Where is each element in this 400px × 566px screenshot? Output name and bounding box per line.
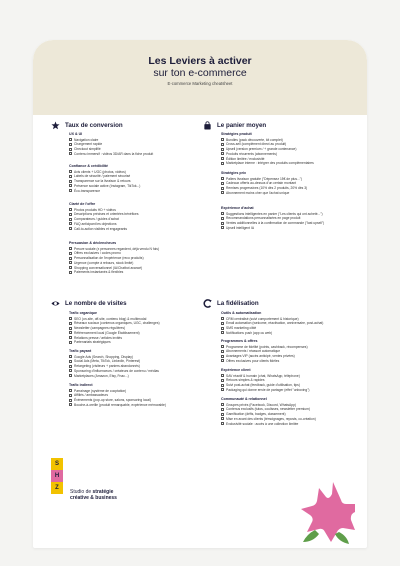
checklist-item-text: SEO (on-site, off-site, contenu blog) & multimodal (74, 316, 147, 321)
group-title: Stratégies produit (221, 132, 252, 136)
checklist-item-text: Remises progressives (10% dès 2 produits, 20% dès 3) (226, 186, 308, 191)
checkbox[interactable] (221, 322, 224, 325)
checklist-item-text: Retours simples & rapides (226, 378, 265, 383)
group-title: Confiance & crédibilité (69, 164, 108, 168)
checkbox[interactable] (221, 355, 224, 358)
checklist-item-text: Preuve sociale (x personnes regardent, déjà vendu N fois) (74, 246, 160, 251)
cheatsheet-page (33, 40, 367, 548)
group-loyalty-2 (221, 368, 309, 392)
subtitle: E-commerce Marketing cheatsheet (167, 81, 233, 86)
checklist-item-text: Événements (pop-up store, salons, sponsoring local) (74, 398, 151, 403)
checklist-item-text: Produits récurrents (abonnements) (226, 151, 277, 156)
checkbox[interactable] (221, 403, 224, 406)
checklist-item (221, 344, 308, 349)
checklist-item-text: Cadeaux offerts au-dessus d'un certain montant (226, 181, 297, 186)
checklist-item-text: Marketplaces (Amazon, Etsy, Fnac...) (74, 373, 129, 378)
checklist-item-text: Contenus exclusifs (tutos, coulisses, newsletter premium) (226, 407, 310, 412)
tagline-line2: créative & business (70, 495, 117, 501)
checkbox[interactable] (221, 422, 224, 425)
checklist-item-text: Contenu immersif : vidéos 3D/AR dans la fiche produit (74, 151, 154, 156)
checkbox[interactable] (221, 327, 224, 330)
studio-logo (51, 458, 63, 506)
checklist-item-text: Retargeting (visiteurs + paniers abandonnés) (74, 364, 140, 369)
checkbox[interactable] (221, 388, 224, 391)
checklist-item (221, 321, 323, 326)
checklist-item-text: Packaging qui donne envie de partager (effet "unboxing") (226, 387, 310, 392)
checklist-item-text: Cross-sell (complément direct au produit) (226, 142, 287, 147)
checklist-item-text: Gamification (défis, badges, classement) (226, 412, 286, 417)
checklist-item-text: Google Ads (Search, Shopping, Display) (74, 354, 134, 359)
checklist-item-text: CRM centralisé (suivi comportement & historique) (226, 316, 299, 321)
checkbox[interactable] (221, 359, 224, 362)
checklist-item-text: Shopping conversationnel (IA/Chatbot avancé) (74, 265, 143, 270)
checkbox[interactable] (221, 413, 224, 416)
checklist-item (221, 407, 316, 412)
checklist-item (221, 388, 309, 393)
group-loyalty-0 (221, 311, 323, 335)
tagline-line1: Studio de (70, 489, 92, 495)
checklist-item-text: Groupes privés (Facebook, Discord, WhatsApp) (226, 402, 296, 407)
group-title: Trafic indirect (69, 383, 93, 387)
flower-illustration (295, 482, 355, 544)
checklist-item-text: Navigation claire (74, 137, 99, 142)
checklist (221, 402, 316, 426)
checklist-item-text: Avantages VIP (accès anticipé, ventes privées) (226, 354, 295, 359)
checklist-item-text: Marketplace interne : intégrer des produits complémentaires (226, 161, 314, 166)
section-loyalty (33, 40, 367, 460)
checklist-item-text: Édition limitée / exclusivité (226, 156, 265, 161)
checklist-item-text: Présence sociale active (Instagram, TikTok...) (74, 183, 141, 188)
checklist-item (221, 354, 308, 359)
checklist-item (221, 373, 309, 378)
checklist-item-text: Social Ads (Meta, TikTok, LinkedIn, Pinterest) (74, 359, 141, 364)
checkbox[interactable] (221, 417, 224, 420)
checklist-item-text: Éco-transparence (74, 188, 101, 193)
checklist-item-text: Suivi post-achat (feedback, guide d'utilisation, tips) (226, 383, 300, 388)
checklist-item-text: Notifications push (app ou web) (226, 330, 273, 335)
checklist-item (221, 421, 316, 426)
checkbox[interactable] (221, 379, 224, 382)
logo-letter-h: H (51, 470, 63, 482)
group-title: Trafic payant (69, 349, 92, 353)
checklist-item-text: Email automation (welcome, réactivation, anniversaire, post-achat) (226, 321, 324, 326)
checklist (221, 316, 323, 335)
group-title: Outils & automatisation (221, 311, 262, 315)
checklist-item-text: Call-to-action visibles et engageants (74, 226, 127, 231)
group-title: Stratégies prix (221, 171, 246, 175)
group-title: Communauté & relationnel (221, 397, 267, 401)
checklist-item-text: Parrainage (système de cooptation) (74, 388, 127, 393)
checklist-item-text: FAQ anticipant les objections (74, 221, 117, 226)
group-title: Clarté de l'offre (69, 202, 96, 206)
checklist-item-text: Référencement local (Google Établissement) (74, 330, 140, 335)
checklist-item-text: Exclusivité sociale : accès à une collection limitée (226, 421, 299, 426)
checklist-item (221, 359, 308, 364)
checklist-item (221, 417, 316, 422)
checklist-item-text: SMS marketing ciblé (226, 326, 257, 331)
section-head-loyalty (203, 299, 259, 308)
checklist-item-text: Descriptions précises et orientées bénéfices (74, 212, 139, 217)
checkbox[interactable] (221, 331, 224, 334)
group-loyalty-1 (221, 339, 308, 363)
studio-tagline (70, 489, 117, 501)
checklist-item-text: Chargement rapide (74, 142, 103, 147)
loyalty-arrow-icon (203, 299, 212, 308)
checklist-item-text: Labels de sécurité / paiement sécurisé (74, 174, 131, 179)
checklist-item (221, 331, 323, 336)
checklist-item-text: Affiliés / ambassadeurs (74, 393, 109, 398)
checklist-item-text: Bundles (pack découverte, kit complet) (226, 137, 283, 142)
checklist (221, 344, 308, 363)
section-title-visits: Le nombre de visites (65, 300, 127, 307)
checklist-item-text: Personnalisation de l'expérience (reco produits) (74, 256, 144, 261)
checklist-item-text: Relations presse / articles invités (74, 335, 123, 340)
section-title-basket: Le panier moyen (217, 122, 267, 129)
checklist (221, 373, 309, 392)
checklist-item-text: Paliers livraison gratuite ("Dépensez 15€ de plus...") (226, 176, 303, 181)
checklist-item-text: Sponsoring d'influenceurs / créateurs de contenu / médias (74, 368, 159, 373)
tagline-line1-bold: stratégie (92, 489, 114, 495)
checklist-item-text: Partenariats stratégiques (74, 340, 111, 345)
checklist-item-text: Paiements instantanés & flexibles (74, 270, 124, 275)
logo-letter-s: S (51, 458, 63, 470)
checklist-item-text: Recommandations personnalisées en page produit (226, 216, 301, 221)
checklist-item (221, 383, 309, 388)
title-line-1: Les Leviers à activer (148, 55, 252, 67)
checklist-item-text: Offres exclusives / codes promo (74, 251, 121, 256)
checkbox[interactable] (221, 384, 224, 387)
checklist-item-text: Mise en avant des clients (témoignages, reposts, co-création) (226, 416, 316, 421)
group-loyalty-3 (221, 397, 316, 426)
checklist-item-text: Comparateurs / guides d'achat (74, 217, 119, 222)
group-title: Trafic organique (69, 311, 97, 315)
checklist-item-text: Upsell intelligent IA (226, 225, 255, 230)
checklist-item-text: Urgence (compte à rebours, stock limité) (74, 260, 134, 265)
checkbox[interactable] (221, 374, 224, 377)
group-title: Expérience client (221, 368, 251, 372)
checklist-item-text: Newsletter (campagnes régulières) (74, 326, 126, 331)
checklist-item-text: Programme de fidélité (points, cashback, récompenses) (226, 344, 308, 349)
section-title-conversion: Taux de conversion (65, 122, 123, 129)
checkbox[interactable] (221, 317, 224, 320)
checklist-item-text: SAV réactif & humain (chat, WhatsApp, téléphone) (226, 373, 300, 378)
group-title: Expérience d'achat (221, 206, 254, 210)
group-title: UX & UI (69, 132, 83, 136)
title-line-2: sur ton e-commerce (153, 67, 247, 79)
checklist-item-text: Abonnements / réassort automatique (226, 349, 281, 354)
checklist-item-text: Ventes additionnelles à la confirmation de commande ("last upsell") (226, 221, 325, 226)
checkbox[interactable] (221, 350, 224, 353)
group-title: Programmes & offres (221, 339, 258, 343)
group-title: Persuasion & déclencheurs (69, 241, 117, 245)
checklist-item-text: Avis clients + UGC (photos, vidéos) (74, 169, 126, 174)
section-title-loyalty: La fidélisation (217, 300, 259, 307)
checklist-item-text: Photos produits HD + vidéos (74, 207, 116, 212)
checkbox[interactable] (221, 408, 224, 411)
checklist-item-text: Offres exclusives pour clients fidèles (226, 358, 280, 363)
checklist-item-text: Transparence sur la livraison & retours (74, 179, 131, 184)
checklist-item-text: Upsell (version premium / + grande contenance) (226, 147, 297, 152)
checklist-item-text: Réseaux sociaux (contenus organiques, UGC, challenges) (74, 321, 160, 326)
logo-letter-z: Z (51, 482, 63, 494)
checklist-item-text: Suggestions intelligentes en panier ("Les clients qui ont acheté...") (226, 211, 323, 216)
checklist-item-text: Bouche-à-oreille (produit remarquable, expérience mémorable) (74, 402, 166, 407)
checklist-item-text: Abonnement moins cher que l'achat unique (226, 190, 290, 195)
checklist-item-text: Checkout simplifié (74, 147, 101, 152)
checkbox[interactable] (221, 345, 224, 348)
